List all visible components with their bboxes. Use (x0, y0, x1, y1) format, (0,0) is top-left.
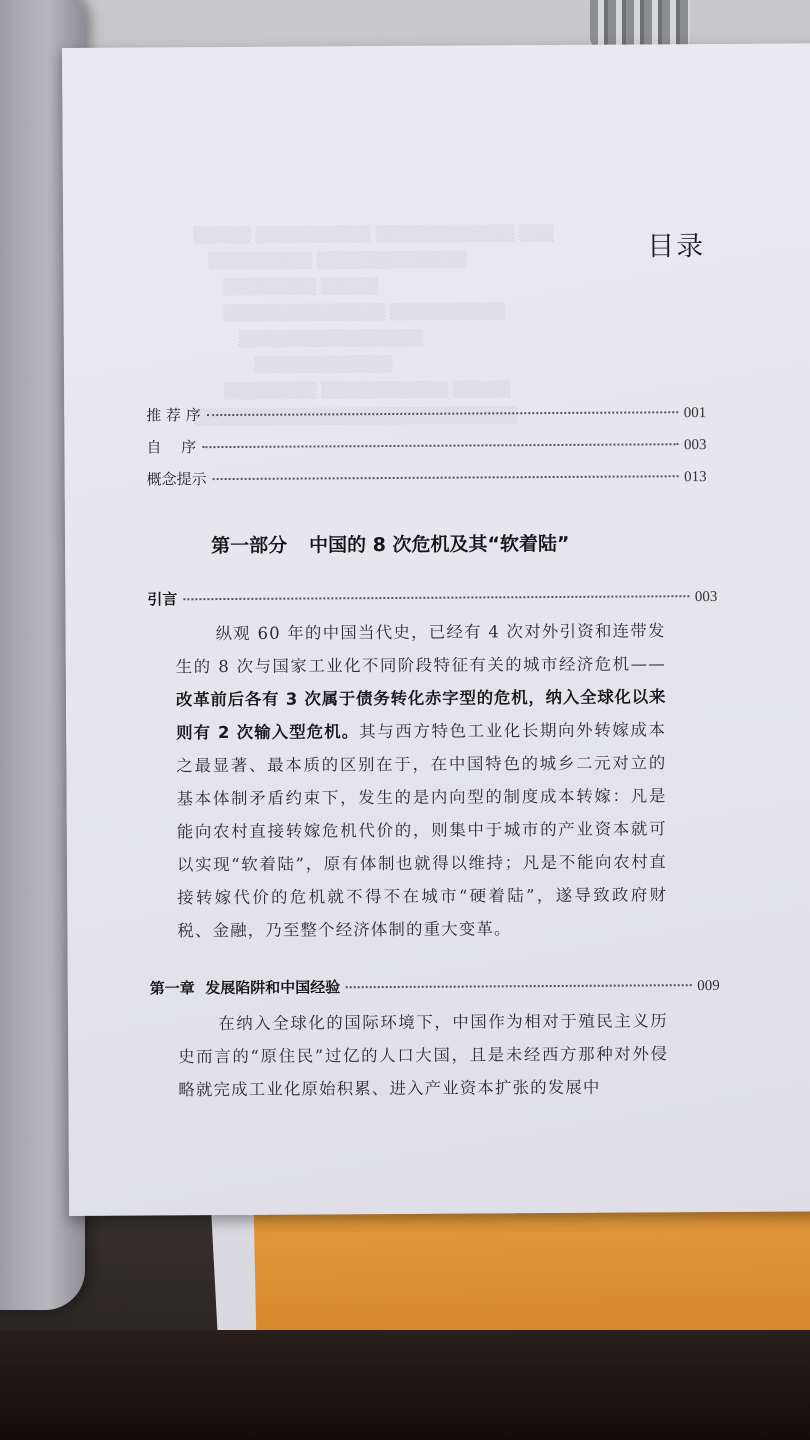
toc-entry-page: 013 (684, 469, 707, 486)
wristwatch-band (590, 0, 690, 48)
show-through-text: ▒▒▒▒▒ ▒▒▒▒▒▒▒▒▒▒ ▒▒▒▒▒▒▒▒▒▒▒▒ ▒▒▒ ▒▒▒▒▒▒▒▒▒ ▒▒▒▒▒▒▒▒▒▒▒▒▒ ▒▒▒▒▒▒▒▒ ▒▒▒▒▒ ▒▒▒▒▒▒▒▒▒▒▒▒▒▒ ▒▒▒▒▒▒▒▒▒▒ ▒▒▒▒▒▒▒▒▒▒▒▒▒▒▒▒ ▒▒▒▒▒▒▒▒▒▒▒▒ ▒▒▒▒▒▒▒▒ ▒▒▒▒▒▒▒▒▒▒▒ ▒▒▒▒▒ ▒▒▒▒▒▒▒▒▒▒▒▒▒▒▒▒▒▒▒▒▒▒▒▒▒▒▒▒ (193, 224, 554, 427)
toc-entry-introduction[interactable] (147, 585, 717, 609)
leader-dots (207, 411, 678, 416)
toc-entry-recommendation-preface[interactable] (146, 401, 706, 425)
chapter-one-summary (178, 1004, 669, 1106)
toc-entry-page: 001 (683, 405, 707, 422)
dark-surface (0, 1330, 810, 1440)
intro-summary (175, 614, 667, 947)
leader-dots (213, 475, 678, 480)
toc-entry-label (150, 976, 341, 998)
toc-entry-label: 自 序 (146, 438, 197, 457)
toc-entry-page: 003 (683, 437, 707, 454)
intro-summary-rest: 其与西方特色工业化长期向外转嫁成本之最显著、最本质的区别在于，在中国特色的城乡二元对立的基本体制矛盾约束下，发生的是内向型的制度成本转嫁：凡是能向农村直接转嫁危机代价的，则集中于城市的产业资本就可以实现“软着陆”，原有体制也就得以维持；凡是不能向农村直接转嫁代价的危机就不得不在城市“硬着陆”，遂导致政府财税、金融，乃至整个经济体制的重大变革。 (176, 720, 668, 941)
intro-summary-lead: 纵观 60 年的中国当代史，已经有 4 次对外引资和连带发生的 8 次与国家工业化不同阶段特征有关的城市经济危机—— (175, 621, 666, 677)
toc-entry-label: 概念提示 (146, 470, 207, 489)
part-number: 第一部分 (210, 534, 288, 558)
toc-entry-page: 009 (697, 977, 720, 995)
toc-entry-concept-notes[interactable] (147, 465, 707, 489)
intro-summary-emphasis: 改革前后各有 3 次属于债务转化赤字型的危机，纳入全球化以来则有 2 次输入型危机。 (175, 687, 667, 743)
part-one-heading[interactable] (211, 529, 570, 558)
toc-entry-page: 003 (694, 589, 718, 606)
toc-title: 目录 (647, 231, 706, 263)
book-page (62, 43, 810, 1216)
toc-entry-label: 推 荐 序 (146, 406, 201, 425)
leader-dots (346, 984, 691, 988)
chapter-one-summary-text: 在纳入全球化的国际环境下，中国作为相对于殖民主义历史而言的“原住民”过亿的人口大国，且是未经西方那种对外侵略就完成工业化原始积累、进入产业资本扩张的发展中 (178, 1011, 669, 1100)
leader-dots (202, 443, 678, 448)
part-title: 中国的 8 次危机及其“软着陆” (308, 532, 570, 557)
toc-entry-label: 引言 (147, 590, 178, 609)
leader-dots (183, 595, 688, 600)
toc-entry-author-preface[interactable] (146, 433, 706, 457)
toc-entry-chapter-one[interactable] (150, 974, 720, 998)
chapter-title: 发展陷阱和中国经验 (205, 978, 341, 998)
chapter-number: 第一章 (149, 979, 195, 998)
